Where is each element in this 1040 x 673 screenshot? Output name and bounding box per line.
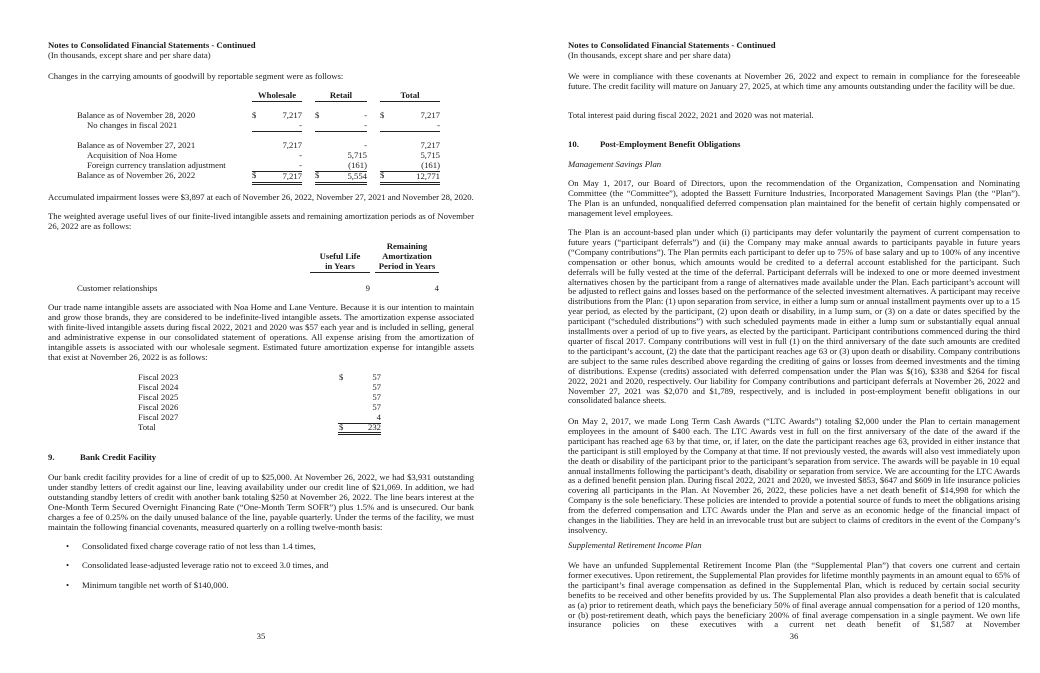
section-title: Post-Employment Benefit Obligations [600,139,741,149]
section-9-heading [48,453,474,463]
bullet-text: Minimum tangible net worth of $140,000. [82,579,229,590]
row-label: Fiscal 2027 [138,411,179,422]
currency-symbol: $ [380,110,385,120]
cell-value: - [380,121,440,132]
header-subtitle: (In thousands, except share and per share data) [568,50,731,60]
ltc-paragraph: On May 2, 2017, we made Long Term Cash Awards (“LTC Awards”) totaling $2,000 under the Plan to certain management employees in the amount of $400 each. The LTC Awards vest in full on the first anniversary of the date of the award if the participant has reached age 63 by that time, or, if later, on the date the participant reaches age 63, provided in either instance that the participant is still employed by the Company at that time. If not previously vested, the awards will also vest immediately upon the death or disability of the participant prior to the participant’s separation from service. The awards will be payable in 10 equal annual installments following the participant’s death, disability or separation from service. We are accounting for the LTC Awards as a defined benefit pension plan. During fiscal 2022, 2021 and 2020, we invested $853, $647 and $609 in life insurance policies covering all participants in the Plan. At November 26, 2022, these policies have a net death benefit of $14,998 for which the Company is the sole beneficiary. These policies are intended to provide a potential source of funds to meet the obligations arising from the deferred compensation and LTC Awards under the Plan and serve as an economic hedge of the financial impact of changes in the liabilities. They are held in an irrevocable trust but are subject to claims of creditors in the event of the Company’s insolvency. [568,416,1020,535]
goodwill-table [48,91,474,191]
currency-symbol: $ [380,170,385,180]
bullet-text: Consolidated fixed charge coverage ratio of not less than 1.4 times, [82,541,316,551]
page-number: 36 [789,631,799,641]
cell-value: - [364,140,367,150]
row-label: No changes in fiscal 2021 [87,120,178,130]
currency-symbol: $ [339,372,344,382]
useful-life-value: 9 [365,283,370,293]
row-label: Fiscal 2024 [138,381,179,392]
row-label: Customer relationships [77,283,158,293]
header-line: Period in Years [378,260,436,271]
row-label: Fiscal 2025 [138,391,179,402]
cell-value: (161) [380,161,440,172]
amount-value: 57 [372,372,381,382]
row-label: Fiscal 2026 [138,401,179,412]
cell-value: - [364,110,367,120]
cell-value: - [315,121,367,132]
header-title: Notes to Consolidated Financial Statements - Continued [568,40,776,50]
interest-text: Total interest paid during fiscal 2022, 2021 and 2020 was not material. [568,110,814,120]
row-label: Balance as of November 26, 2022 [77,170,196,180]
section-10-heading [568,140,1020,150]
compliance-text: We were in compliance with these covenants at November 26, 2022 and expect to remain in compliance for the foreseeable future. The credit facility will mature on January 27, 2025, at which time any amounts outstanding under the facility will be due. [568,71,1020,91]
currency-symbol: $ [252,170,257,180]
header-line: Amortization [382,250,432,261]
amount-value: 57 [372,391,381,402]
cell-value: - [299,150,302,160]
srip-heading: Supplemental Retirement Income Plan [568,540,702,550]
row-label: Total [138,421,156,432]
amount-value: 57 [372,381,381,392]
currency-symbol: $ [315,110,320,120]
cell-value: 5,715 [420,150,440,160]
row-label: Acquisition of Noa Home [87,150,177,160]
remaining-period-header [375,242,439,273]
bullet-icon: • [66,579,70,590]
bullet-icon: • [66,560,70,571]
cell-value: 5,554 [315,171,367,185]
cell-value: (161) [315,161,367,172]
cell-value: 7,217 [420,110,440,120]
row-label: Balance as of November 27, 2021 [77,140,196,150]
currency-symbol: $ [252,110,257,120]
cell-value: 7,217 [252,171,302,185]
row-label: Foreign currency translation adjustment [87,160,226,170]
msp-paragraph-2: The Plan is an account-based plan under which (i) participants may defer voluntarily the payment of current compensation to future years (“participant deferrals”) and (ii) the Company may make annual awards to participants payable in future years (“Company contributions”). The Plan permits each participant to defer up to 75% of base salary and up to 100% of any incentive compensation or other bonus, which amounts would be credited to a deferral account established for the participant. Such deferrals will be fully vested at the time of the deferral. Participant deferrals will be indexed to one or more deemed investment alternatives chosen by the participant from a range of alternatives made available under the Plan. Each participant’s account will be adjusted to reflect gains and losses based on the performance of the selected investment alternatives. A participant may receive distributions from the Plan: (1) upon separation from service, in either a lump sum or annual installment payments over up to a 15 year period, as elected by the participant, (2) upon death or disability, in a lump sum, or (3) on a date or dates specified by the participant (“scheduled distributions”) with such scheduled payments made in either a lump sum or substantially equal annual installments over a period of up to five years, as elected by the participant. Participant contributions commenced during the third quarter of fiscal 2017. Company contributions will vest in full (1) on the third anniversary of the date such amounts are credited to the participant’s account, (2) the date that the participant reaches age 63 or (3) upon death or disability. Company contributions are subject to the same rules described above regarding the crediting of gains or losses from deemed investments and the timing of distributions. Expense (credits) associated with deferred compensation under the Plan was $(16), $338 and $264 for fiscal 2022, 2021 and 2020, respectively. Our liability for Company contributions and participant deferrals at November 26, 2022 and November 27, 2021 was $2,070 and $1,789, respectively, and is included in post-employment benefit obligations in our consolidated balance sheets. [568,227,1020,406]
bullet-icon: • [66,541,70,551]
weighted-text: The weighted average useful lives of our finite-lived intangible assets and remaining amortization periods as of November 26, 2022 are as follows: [48,211,474,231]
useful-life-table [48,242,474,297]
col-header-total: Total [380,91,440,102]
cell-value: - [252,161,302,172]
currency-symbol: $ [339,421,344,432]
trade-name-text: Our trade name intangible assets are associated with Noa Home and Lane Venture. Because it is our intention to maintain and grow those brands, they are considered to be indefinite-lived intangible assets. The amortization expense associated with finite-lived intangible assets during fiscal 2022, 2021 and 2020 was $57 each year and is included in selling, general and administrative expense in our consolidated statement of operations. All expense arising from the amortization of intangible assets is associated with our wholesale segment. Estimated future amortization expense for intangible assets that exist at November 26, 2022 is as follows: [48,302,474,362]
bullet-text: Consolidated lease-adjusted leverage ratio not to exceed 3.0 times, and [82,560,329,571]
row-label: Balance as of November 28, 2020 [77,110,196,120]
header-subtitle: (In thousands, except share and per share data) [48,50,211,60]
cell-value: 7,217 [282,140,302,150]
header-line: in Years [325,260,355,271]
amount-value: 57 [372,401,381,412]
msp-heading: Management Savings Plan [568,159,662,169]
amount-value: 4 [338,413,381,424]
srip-paragraph: We have an unfunded Supplemental Retirement Income Plan (the “Supplemental Plan”) that covers one current and certain former executives. Upon retirement, the Supplemental Plan provides for lifetime monthly payments in an amount equal to 65% of the participant’s final average compensation as defined in the Supplemental Plan, which is reduced by certain social security benefits to be received and other benefits provided by us. The Supplemental Plan also provides a death benefit that is calculated as (a) prior to retirement death, which pays the beneficiary 50% of final average annual compensation for a period of 120 months, or (b) post-retirement death, which pays the beneficiary 200% of final average compensation in a single payment. We own life insurance policies on these executives with a current net death benefit of $1,587 at November [568,560,1020,630]
amount-value: 232 [338,423,381,436]
section-number: 9. [48,452,55,462]
page-35 [48,0,474,673]
row-label: Fiscal 2023 [138,372,179,382]
col-header-wholesale: Wholesale [252,91,302,102]
section-number: 10. [568,139,579,149]
page-number: 35 [256,631,266,641]
cell-value: - [252,121,302,132]
header-line: Useful Life [319,251,361,261]
amortization-table [48,373,474,433]
section-title: Bank Credit Facility [80,452,157,462]
cell-value: 12,771 [380,171,440,185]
col-header-retail: Retail [315,91,367,102]
header-line: Remaining [386,241,428,251]
header-title: Notes to Consolidated Financial Statements - Continued [48,40,256,50]
cell-value: 5,715 [347,150,367,160]
impairment-text: Accumulated impairment losses were $3,897 at each of November 26, 2022, November 27, 2021 and November 28, 2020. [48,192,474,202]
remaining-value: 4 [434,283,439,293]
cell-value: 7,217 [420,140,440,150]
goodwill-intro: Changes in the carrying amounts of goodwill by reportable segment were as follows: [48,71,344,81]
currency-symbol: $ [315,170,320,180]
useful-life-header [310,252,370,273]
page-36 [568,0,1020,673]
bank-credit-text: Our bank credit facility provides for a line of credit of up to $25,000. At November 26, 2022, we had $3,931 outstanding under standby letters of credit against our line, leaving availability under our credit line of $21,069. In addition, we had outstanding standby letters of credit with another bank totaling $250 at November 26, 2022. The line bears interest at the One-Month Term Secured Overnight Financing Rate (“One-Month Term SOFR”) plus 1.5% and is unsecured. Our bank charges a fee of 0.25% on the daily unused balance of the line, payable quarterly. Under the terms of the facility, we must maintain the following financial covenants, measured quarterly on a rolling twelve-month basis: [48,472,474,532]
cell-value: 7,217 [282,110,302,120]
msp-paragraph-1: On May 1, 2017, our Board of Directors, upon the recommendation of the Organization, Compensation and Nominating Committee (the “Committee”), adopted the Bassett Furniture Industries, Incorporated Management Savings Plan (the “Plan”). The Plan is an unfunded, nonqualified deferred compensation plan maintained for the benefit of certain highly compensated or management level employees. [568,178,1020,218]
